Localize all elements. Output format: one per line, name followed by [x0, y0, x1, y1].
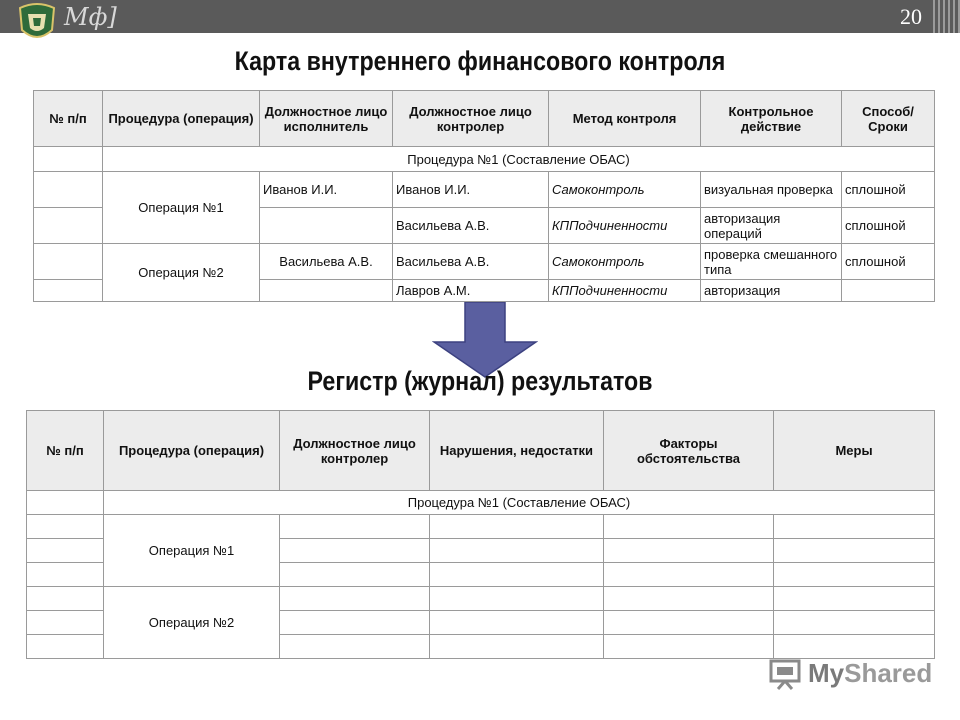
- reg-col-violations: Нарушения, недостатки: [430, 411, 604, 491]
- reg-cell-empty: [27, 611, 104, 635]
- reg-operation-2: Операция №2: [104, 587, 280, 659]
- map-title: Карта внутреннего финансового контроля: [234, 46, 726, 76]
- reg-cell-empty: [430, 539, 604, 563]
- reg-operation-1: Операция №1: [104, 515, 280, 587]
- reg-cell-empty: [27, 491, 104, 515]
- reg-cell-empty: [604, 515, 774, 539]
- map-cell-empty: [34, 244, 103, 280]
- reg-cell-empty: [774, 539, 935, 563]
- reg-cell-empty: [27, 515, 104, 539]
- reg-cell-empty: [774, 611, 935, 635]
- reg-cell-empty: [27, 539, 104, 563]
- reg-cell-empty: [774, 515, 935, 539]
- reg-col-controller: Должностное лицо контролер: [280, 411, 430, 491]
- reg-cell-empty: [280, 587, 430, 611]
- reg-cell-empty: [774, 635, 935, 659]
- reg-cell-empty: [430, 587, 604, 611]
- reg-cell-empty: [430, 611, 604, 635]
- map-col-controller: Должностное лицо контролер: [393, 91, 549, 147]
- reg-cell-empty: [280, 611, 430, 635]
- reg-col-measures: Меры: [774, 411, 935, 491]
- map-col-mode: Способ/ Сроки: [842, 91, 935, 147]
- map-mode: сплошной: [842, 244, 935, 280]
- reg-cell-empty: [430, 635, 604, 659]
- reg-col-factors: Факторы обстоятельства: [604, 411, 774, 491]
- map-action: авторизация: [701, 280, 842, 302]
- reg-cell-empty: [604, 611, 774, 635]
- map-col-executor: Должностное лицо исполнитель: [260, 91, 393, 147]
- map-method: КППодчиненности: [549, 208, 701, 244]
- map-operation-2: Операция №2: [103, 244, 260, 302]
- map-cell-empty: [34, 280, 103, 302]
- reg-cell-empty: [430, 515, 604, 539]
- reg-cell-empty: [27, 635, 104, 659]
- register-table: [26, 410, 935, 659]
- reg-cell-empty: [604, 563, 774, 587]
- top-bar: [0, 0, 960, 33]
- map-controller: Васильева А.В.: [393, 244, 549, 280]
- reg-cell-empty: [430, 563, 604, 587]
- map-mode: сплошной: [842, 172, 935, 208]
- map-action: авторизация операций: [701, 208, 842, 244]
- control-map-table: [33, 90, 935, 302]
- map-executor: [260, 208, 393, 244]
- map-procedure-row: Процедура №1 (Составление ОБАС): [103, 147, 935, 172]
- map-col-action: Контрольное действие: [701, 91, 842, 147]
- watermark-my: My: [808, 658, 845, 688]
- top-bar-stripes: [930, 0, 960, 33]
- reg-cell-empty: [604, 587, 774, 611]
- map-action: визуальная проверка: [701, 172, 842, 208]
- watermark-text: [808, 658, 932, 689]
- page-number: 20: [900, 4, 922, 29]
- map-controller: Иванов И.И.: [393, 172, 549, 208]
- map-controller: Васильева А.В.: [393, 208, 549, 244]
- reg-col-number: № п/п: [27, 411, 104, 491]
- reg-cell-empty: [280, 563, 430, 587]
- map-executor: Иванов И.И.: [260, 172, 393, 208]
- watermark-shared: Shared: [844, 658, 933, 688]
- map-method: Самоконтроль: [549, 172, 701, 208]
- presentation-icon: [768, 658, 802, 690]
- map-method: Самоконтроль: [549, 244, 701, 280]
- map-method: КППодчиненности: [549, 280, 701, 302]
- reg-cell-empty: [774, 563, 935, 587]
- reg-cell-empty: [280, 635, 430, 659]
- reg-cell-empty: [774, 587, 935, 611]
- reg-cell-empty: [604, 539, 774, 563]
- map-col-procedure: Процедура (операция): [103, 91, 260, 147]
- map-operation-1: Операция №1: [103, 172, 260, 244]
- reg-cell-empty: [27, 587, 104, 611]
- map-cell-empty: [34, 172, 103, 208]
- map-col-number: № п/п: [34, 91, 103, 147]
- map-cell-empty: [34, 147, 103, 172]
- map-controller: Лавров А.М.: [393, 280, 549, 302]
- map-executor: Васильева А.В.: [260, 244, 393, 280]
- map-col-method: Метод контроля: [549, 91, 701, 147]
- register-title: Регистр (журнал) результатов: [307, 366, 653, 396]
- reg-procedure-row: Процедура №1 (Составление ОБАС): [104, 491, 935, 515]
- emblem-icon: [16, 2, 58, 42]
- logo-text: Мф]: [64, 3, 117, 31]
- map-mode: [842, 280, 935, 302]
- reg-cell-empty: [27, 563, 104, 587]
- reg-col-procedure: Процедура (операция): [104, 411, 280, 491]
- map-cell-empty: [34, 208, 103, 244]
- map-action: проверка смешанного типа: [701, 244, 842, 280]
- reg-cell-empty: [604, 635, 774, 659]
- map-mode: сплошной: [842, 208, 935, 244]
- reg-cell-empty: [280, 539, 430, 563]
- myshared-watermark: [768, 656, 938, 692]
- reg-cell-empty: [280, 515, 430, 539]
- map-executor: [260, 280, 393, 302]
